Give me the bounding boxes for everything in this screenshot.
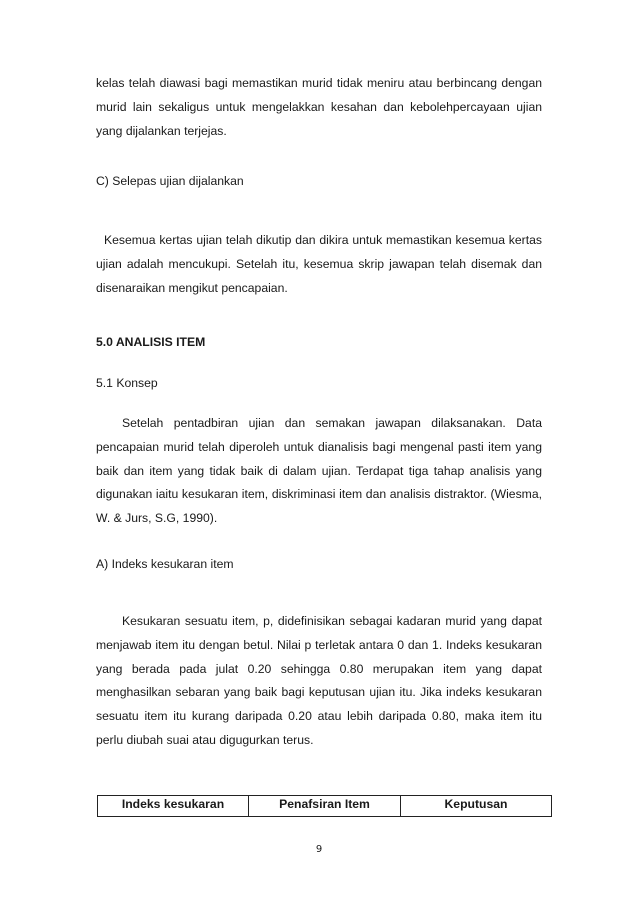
section-heading: 5.0 ANALISIS ITEM <box>96 335 206 349</box>
paragraph-difficulty-index: Kesukaran sesuatu item, p, didefinisikan sebagai kadaran murid yang dapat menjawab item itu dengan betul. Nilai p terletak antara 0 dan 1. Indeks kesukaran yang berada pada julat 0.20 sehingga 0.80 merupakan item yang dapat menghasilkan sebaran yang baik bagi keputusan ujian itu. Jika indeks kesukaran sesuatu item itu kurang daripada 0.20 atau lebih daripada 0.80, maka item itu perlu diubah suai atau digugurkan terus. <box>96 614 542 747</box>
difficulty-table-header <box>97 795 552 817</box>
paragraph-after-exam: Kesemua kertas ujian telah dikutip dan dikira untuk memastikan kesemua kertas ujian adalah mencukupi. Setelah itu, kesemua skrip jawapan telah disemak dan disenaraikan mengikut pencapaian. <box>96 233 542 295</box>
table-header-decision: Keputusan <box>444 797 508 811</box>
page-number: 9 <box>315 844 323 855</box>
table-header-item-interpretation: Penafsiran Item <box>249 796 401 816</box>
paragraph-continuation: kelas telah diawasi bagi memastikan murid tidak meniru atau berbincang dengan murid lain sekaligus untuk mengelakkan kesahan dan kebolehpercayaan ujian yang dijalankan terjejas. <box>96 76 542 138</box>
paragraph-concept: Setelah pentadbiran ujian dan semakan jawapan dilaksanakan. Data pencapaian murid telah diperoleh untuk dianalisis bagi mengenal pasti item yang baik dan item yang tidak baik di dalam ujian. Terdapat tiga tahap analisis yang digunakan iaitu kesukaran item, diskriminasi item dan analisis distraktor. (Wiesma, W. & Jurs, S.G, 1990). <box>96 416 542 526</box>
table-header-difficulty-index: Indeks kesukaran <box>98 796 249 816</box>
subsection-heading: 5.1 Konsep <box>96 376 158 390</box>
heading-after-exam: C) Selepas ujian dijalankan <box>96 174 244 188</box>
heading-difficulty-index: A) Indeks kesukaran item <box>96 557 234 571</box>
